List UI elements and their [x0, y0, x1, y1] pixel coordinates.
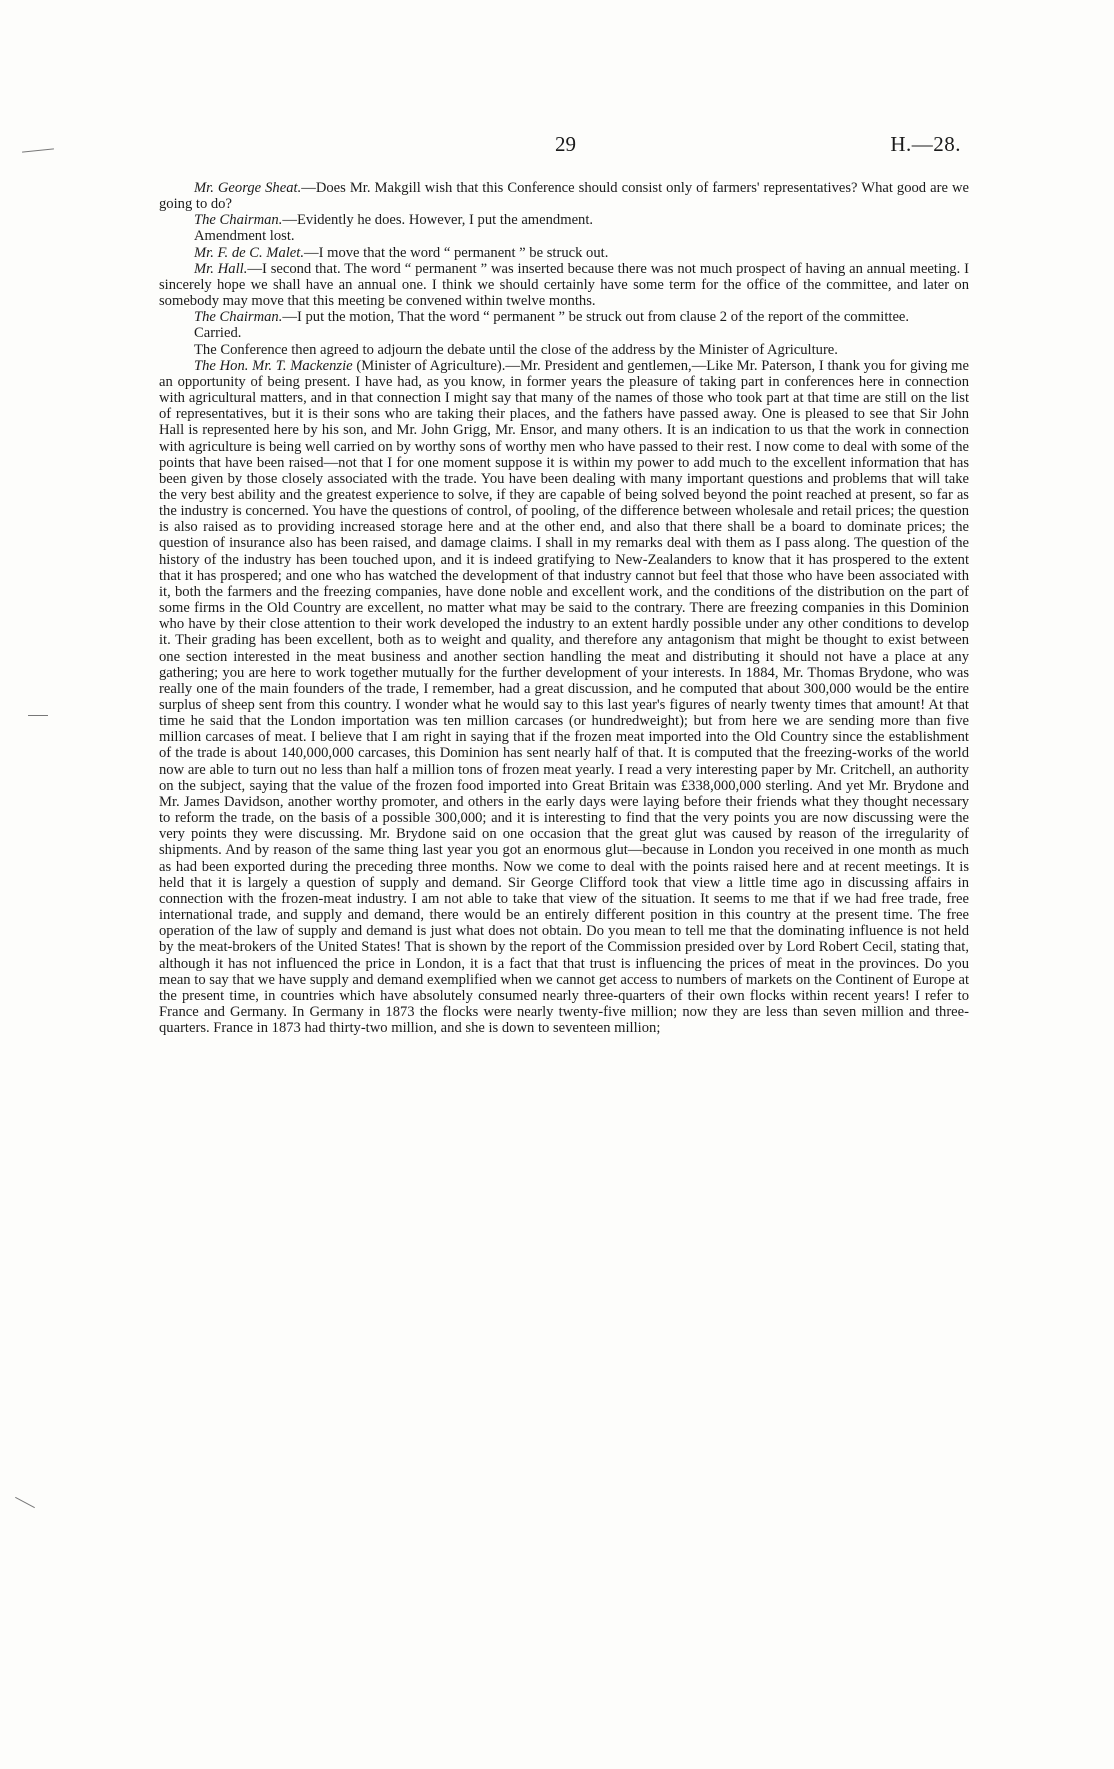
- paragraph-text: (Minister of Agriculture).—Mr. President and gentlemen,—Like Mr. Paterson, I thank you for giving me an opportunity of being present. I have had, as you know, in former years the pleasure of taking part in conferences here in connection with agricultural matters, and in that connection I might say that many of the names of those who took part at that time are still on the list of representatives, but it is their sons who are taking their places, and the fathers have passed away. One is pleased to see that Sir John Hall is represented here by his son, and Mr. John Grigg, Mr. Ensor, and many others. It is an indication to us that the work in connection with agriculture is being well carried on by worthy sons of worthy men who have passed to their rest. I now come to deal with some of the points that have been raised—not that I for one moment suppose it is within my power to add much to the excellent information that has been given by those closely associated with the trade. You have been dealing with many important questions and problems that will take the very best ability and the greatest experience to solve, if they are capable of being solved beyond the point reached at present, so far as the industry is concerned. You have the questions of control, of pooling, of the difference between wholesale and retail prices; the question is also raised as to providing increased storage here and at the other end, and also that there shall be a board to dominate prices; the question of insurance also has been raised, and damage claims. I shall in my remarks deal with them as I pass along. The question of the history of the industry has been touched upon, and it is indeed gratifying to New-Zealanders to know that it has prospered to the extent that it has prospered; and one who has watched the development of that industry cannot but feel that those who have been associated with it, both the farmers and the freezing companies, have done noble and excellent work, and the conditions of the distribution on the part of some firms in the Old Country are excellent, no matter what may be said to the contrary. There are freezing companies in this Dominion who have by their close attention to their work developed the industry to an extent hardly possible under any other conditions to develop it. Their grading has been excellent, both as to weight and quality, and therefore any antagonism that might be thought to exist between one section interested in the meat business and another section handling the meat and distributing it should not have a place at any gathering; you are here to work together mutually for the further development of your interests. In 1884, Mr. Thomas Brydone, who was really one of the main founders of the trade, I remember, had a great discussion, and he computed that about 300,000 would be the entire surplus of sheep sent from this country. I wonder what he would say to this last year's figures of nearly twenty times that amount! At that time he said that the London importation was ten million carcases (or hundredweight); but from here we are sending more than five million carcases of meat. I believe that I am right in saying that if the frozen meat imported into the Old Country since the establishment of the trade is about 140,000,000 carcases, this Dominion has sent nearly half of that. It is computed that the freezing-works of the world now are able to turn out no less than half a million tons of frozen meat yearly. I read a very interesting paper by Mr. Critchell, an authority on the subject, saying that the value of the frozen food imported into Great Britain was £338,000,000 sterling. And yet Mr. Brydone and Mr. James Davidson, another worthy promoter, and others in the early days were laying before their friends what they thought necessary to reform the trade, on the basis of a possible 300,000; and it is interesting to find that the very points you are now discussing were the very points they were discussing. Mr. Brydone said on one occasion that the great glut was caused by reason of the irregularity of shipments. And by reason of the same thing last year you got an enormous glut—because in London you received in one month as much as had been exported during the preceding three months. Now we come to deal with the points raised here and at recent meetings. It is held that it is largely a question of supply and demand. Sir George Clifford took that view a little time ago in discussing affairs in connection with the frozen-meat industry. I am not able to take that view of the situation. It seems to me that if we had free trade, free international trade, and supply and demand, there would be an entirely different position in this country at the present time. The free operation of the law of supply and demand is just what does not obtain. Do you mean to tell me that the dominating influence is not held by the meat-brokers of the United States! That is shown by the report of the Commission presided over by Lord Robert Cecil, stating that, although it has not influenced the price in London, it is a fact that that trust is influencing the prices of meat in the provinces. Do you mean to say that we have supply and demand exemplified when we cannot get access to numbers of markets on the Continent of Europe at the present time, in countries which have absolutely consumed nearly three-quarters of their own flocks within recent years! I refer to France and Germany. In Germany in 1873 the flocks were nearly twenty-five million; now they are less than seven million and three-quarters. France in 1873 had thirty-two million, and she is down to seventeen million;: [159, 357, 969, 1037]
- margin-mark: [28, 715, 48, 716]
- body-text: [159, 180, 969, 1036]
- speaker-name: The Chairman.: [194, 212, 283, 229]
- speaker-name: Mr. F. de C. Malet.: [194, 244, 304, 261]
- paragraph: [159, 342, 969, 358]
- page-number: 29: [555, 132, 576, 156]
- paragraph-text: —I put the motion, That the word “ permanent ” be struck out from clause 2 of the report of the committee.: [282, 309, 910, 326]
- paragraph-text: The Conference then agreed to adjourn the debate until the close of the address by the Minister of Agriculture.: [194, 341, 838, 358]
- paragraph-text: —I move that the word “ permanent ” be struck out.: [304, 244, 609, 261]
- paragraph-text: —Evidently he does. However, I put the amendment.: [282, 212, 594, 229]
- speaker-name: The Chairman.: [194, 309, 283, 326]
- speaker-name: Mr. Hall.: [194, 260, 248, 277]
- page-header: [0, 132, 1114, 162]
- paragraph: [159, 245, 969, 261]
- paragraph: [159, 212, 969, 228]
- margin-mark: [15, 1497, 35, 1508]
- speaker-name: Mr. George Sheat.: [194, 180, 302, 196]
- document-reference: H.—28.: [890, 132, 961, 156]
- paragraph: [159, 180, 969, 212]
- paragraph: [159, 325, 969, 341]
- paragraph-text: —I second that. The word “ permanent ” was inserted because there was not much prospect of having an annual meeting. I sincerely hope we shall have an annual one. I think we should certainly have some term for the office of the committee, and later on somebody may move that this meeting be convened within twelve months.: [159, 260, 970, 310]
- paragraph: [159, 358, 969, 1037]
- paragraph-text: —Does Mr. Makgill wish that this Conference should consist only of farmers' representatives? What good are we going to do?: [159, 180, 969, 213]
- paragraph-text: Carried.: [194, 325, 242, 342]
- paragraph: [159, 309, 969, 325]
- speaker-name: The Hon. Mr. T. Mackenzie: [194, 357, 353, 374]
- paragraph: [159, 261, 969, 309]
- paragraph-text: Amendment lost.: [194, 228, 295, 245]
- paragraph: [159, 228, 969, 244]
